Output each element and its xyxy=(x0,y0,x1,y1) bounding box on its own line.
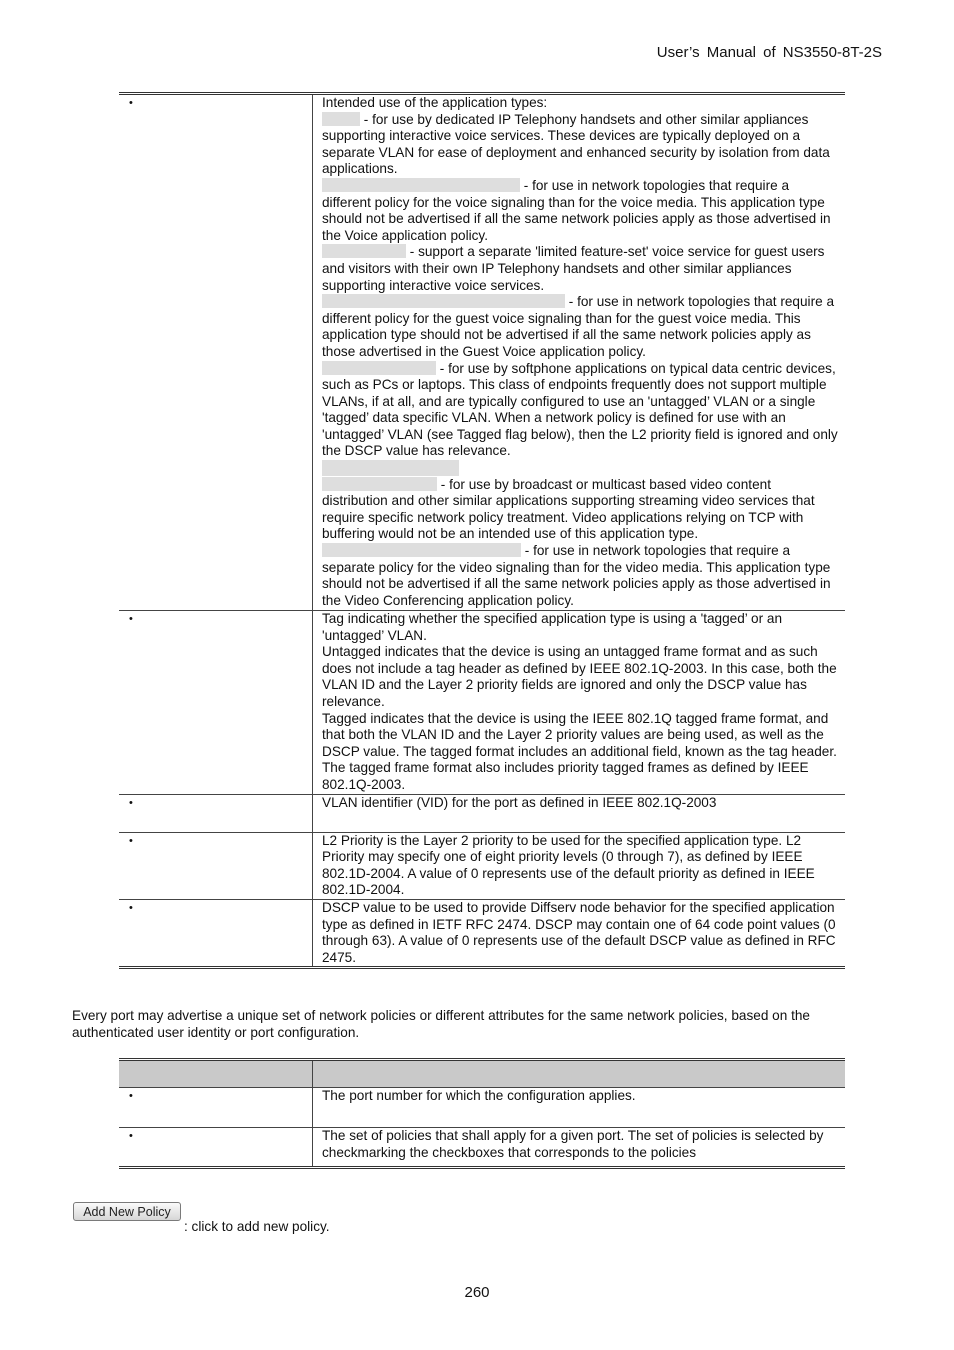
table-row xyxy=(119,1128,845,1168)
desc-line xyxy=(322,460,839,477)
table-row xyxy=(119,611,845,795)
description-cell xyxy=(313,94,846,611)
table-row xyxy=(119,832,845,899)
header-cell-object xyxy=(119,1060,313,1088)
body-paragraph: Every port may advertise a unique set of network policies or different attributes for the same network policies, based on the authenticated user identity or port configuration. xyxy=(72,1008,810,1040)
description-cell xyxy=(313,1088,846,1128)
bullet: • xyxy=(129,97,133,109)
desc-text: - support a separate 'limited feature-set' voice service for guest users and visitors with their own IP Telephony handsets and other similar appliances supporting interactive voice services. xyxy=(322,244,825,293)
table-row xyxy=(119,94,845,611)
bullet: • xyxy=(129,901,133,914)
redacted-term xyxy=(322,178,520,192)
parameter-table-2 xyxy=(119,1058,845,1169)
object-cell xyxy=(119,794,313,832)
object-cell xyxy=(119,611,313,795)
description-cell xyxy=(313,611,846,795)
bullet: • xyxy=(129,834,133,847)
object-cell xyxy=(119,94,313,611)
description-cell xyxy=(313,1128,846,1168)
desc-line xyxy=(322,178,839,244)
object-cell xyxy=(119,899,313,967)
desc-line: L2 Priority is the Layer 2 priority to be used for the specified application type. L2 Priority may specify one of eight priority levels (0 through 7), as defined by IEEE 802.1D-2004. A value of 0 represents use of the default priority as defined in IEEE 802.1D-2004. xyxy=(322,832,815,898)
desc-text: - for use by dedicated IP Telephony handsets and other similar appliances supporting interactive voice services. These devices are typically deployed on a separate VLAN for ease of deployment and enhanced security by isolation from data applications. xyxy=(322,111,830,177)
desc-line xyxy=(322,294,839,360)
add-new-policy-button[interactable]: Add New Policy xyxy=(73,1202,181,1221)
desc-line: VLAN identifier (VID) for the port as defined in IEEE 802.1Q-2003 xyxy=(322,794,717,810)
redacted-term xyxy=(322,112,360,126)
bullet: • xyxy=(129,1090,133,1102)
object-cell xyxy=(119,832,313,899)
header-cell-description xyxy=(313,1060,846,1088)
bullet: • xyxy=(129,613,133,625)
desc-text: - for use in network topologies that require a separate policy for the video signaling than for the video media. This application type should not be advertised if all the same network policies apply as those advertised in the Video Conferencing application policy. xyxy=(322,543,831,608)
desc-line xyxy=(322,477,839,543)
desc-line: The set of policies that shall apply for a given port. The set of policies is selected by checkmarking the checkboxes that corresponds to the policies xyxy=(322,1128,824,1160)
desc-text: - for use in network topologies that require a different policy for the voice signaling than for the voice media. This application type should not be advertised if all the same network policies apply as those advertised in the Voice application policy. xyxy=(322,177,831,243)
bullet: • xyxy=(129,1130,133,1142)
description-cell xyxy=(313,899,846,967)
parameter-table-1 xyxy=(119,92,845,969)
desc-line xyxy=(322,543,839,609)
redacted-term xyxy=(322,460,459,476)
description-cell xyxy=(313,832,846,899)
table-header-row xyxy=(119,1060,845,1088)
desc-line: Intended use of the application types: xyxy=(322,95,548,110)
desc-line: The port number for which the configuration applies. xyxy=(322,1088,636,1103)
object-cell xyxy=(119,1128,313,1168)
desc-line: DSCP value to be used to provide Diffserv node behavior for the specified application type as defined in IETF RFC 2474. DSCP may contain one of 64 code point values (0 through 63). A value of 0 represents use of the default DSCP value as defined in RFC 2475. xyxy=(322,899,836,965)
desc-line xyxy=(322,112,839,178)
bullet: • xyxy=(129,796,133,809)
table-row xyxy=(119,794,845,832)
redacted-term xyxy=(322,543,521,557)
redacted-term xyxy=(322,244,406,258)
page-header-title: User’s Manual of NS3550-8T-2S xyxy=(656,44,882,61)
desc-text: - for use by broadcast or multicast based video content distribution and other similar applications supporting streaming video services that require specific network policy treatment. Video applications relying on TCP with buffering would not be an intended use of this application type. xyxy=(322,476,815,542)
desc-text: - for use in network topologies that require a different policy for the guest voice signaling than for the guest voice media. This application type should not be advertised if all the same network policies apply as those advertised in the Guest Voice application policy. xyxy=(322,294,835,359)
desc-text: - for use by softphone applications on typical data centric devices, such as PCs or laptops. This class of endpoints frequently does not support multiple VLANs, if at all, and are typically configured to use an 'untagged’ VLAN or a single 'tagged’ data specific VLAN. When a network policy is defined for use with an 'untagged’ VLAN (see Tagged flag below), then the L2 priority field is ignored and only the DSCP value has relevance. xyxy=(322,360,838,459)
table-row xyxy=(119,1088,845,1128)
page-number: 260 xyxy=(464,1284,490,1301)
object-cell xyxy=(119,1088,313,1128)
redacted-term xyxy=(322,294,565,308)
desc-line xyxy=(322,244,839,294)
desc-line: Tagged indicates that the device is using the IEEE 802.1Q tagged frame format, and that both the VLAN ID and the Layer 2 priority values are being used, as well as the DSCP value. The tagged format includes an additional field, known as the tag header. The tagged frame format also includes priority tagged frames as defined by IEEE 802.1Q-2003. xyxy=(322,710,837,792)
desc-line: Tag indicating whether the specified application type is using a 'tagged’ or an 'untagged’ VLAN. xyxy=(322,611,783,643)
desc-line xyxy=(322,361,839,461)
desc-line: Untagged indicates that the device is using an untagged frame format and as such does not include a tag header as defined by IEEE 802.1Q-2003. In this case, both the VLAN ID and the Layer 2 priority fields are ignored and only the DSCP value has relevance. xyxy=(322,644,837,709)
description-cell xyxy=(313,794,846,832)
button-caption: : click to add new policy. xyxy=(184,1219,330,1234)
table-row xyxy=(119,899,845,967)
redacted-term xyxy=(322,477,437,491)
redacted-term xyxy=(322,361,436,375)
